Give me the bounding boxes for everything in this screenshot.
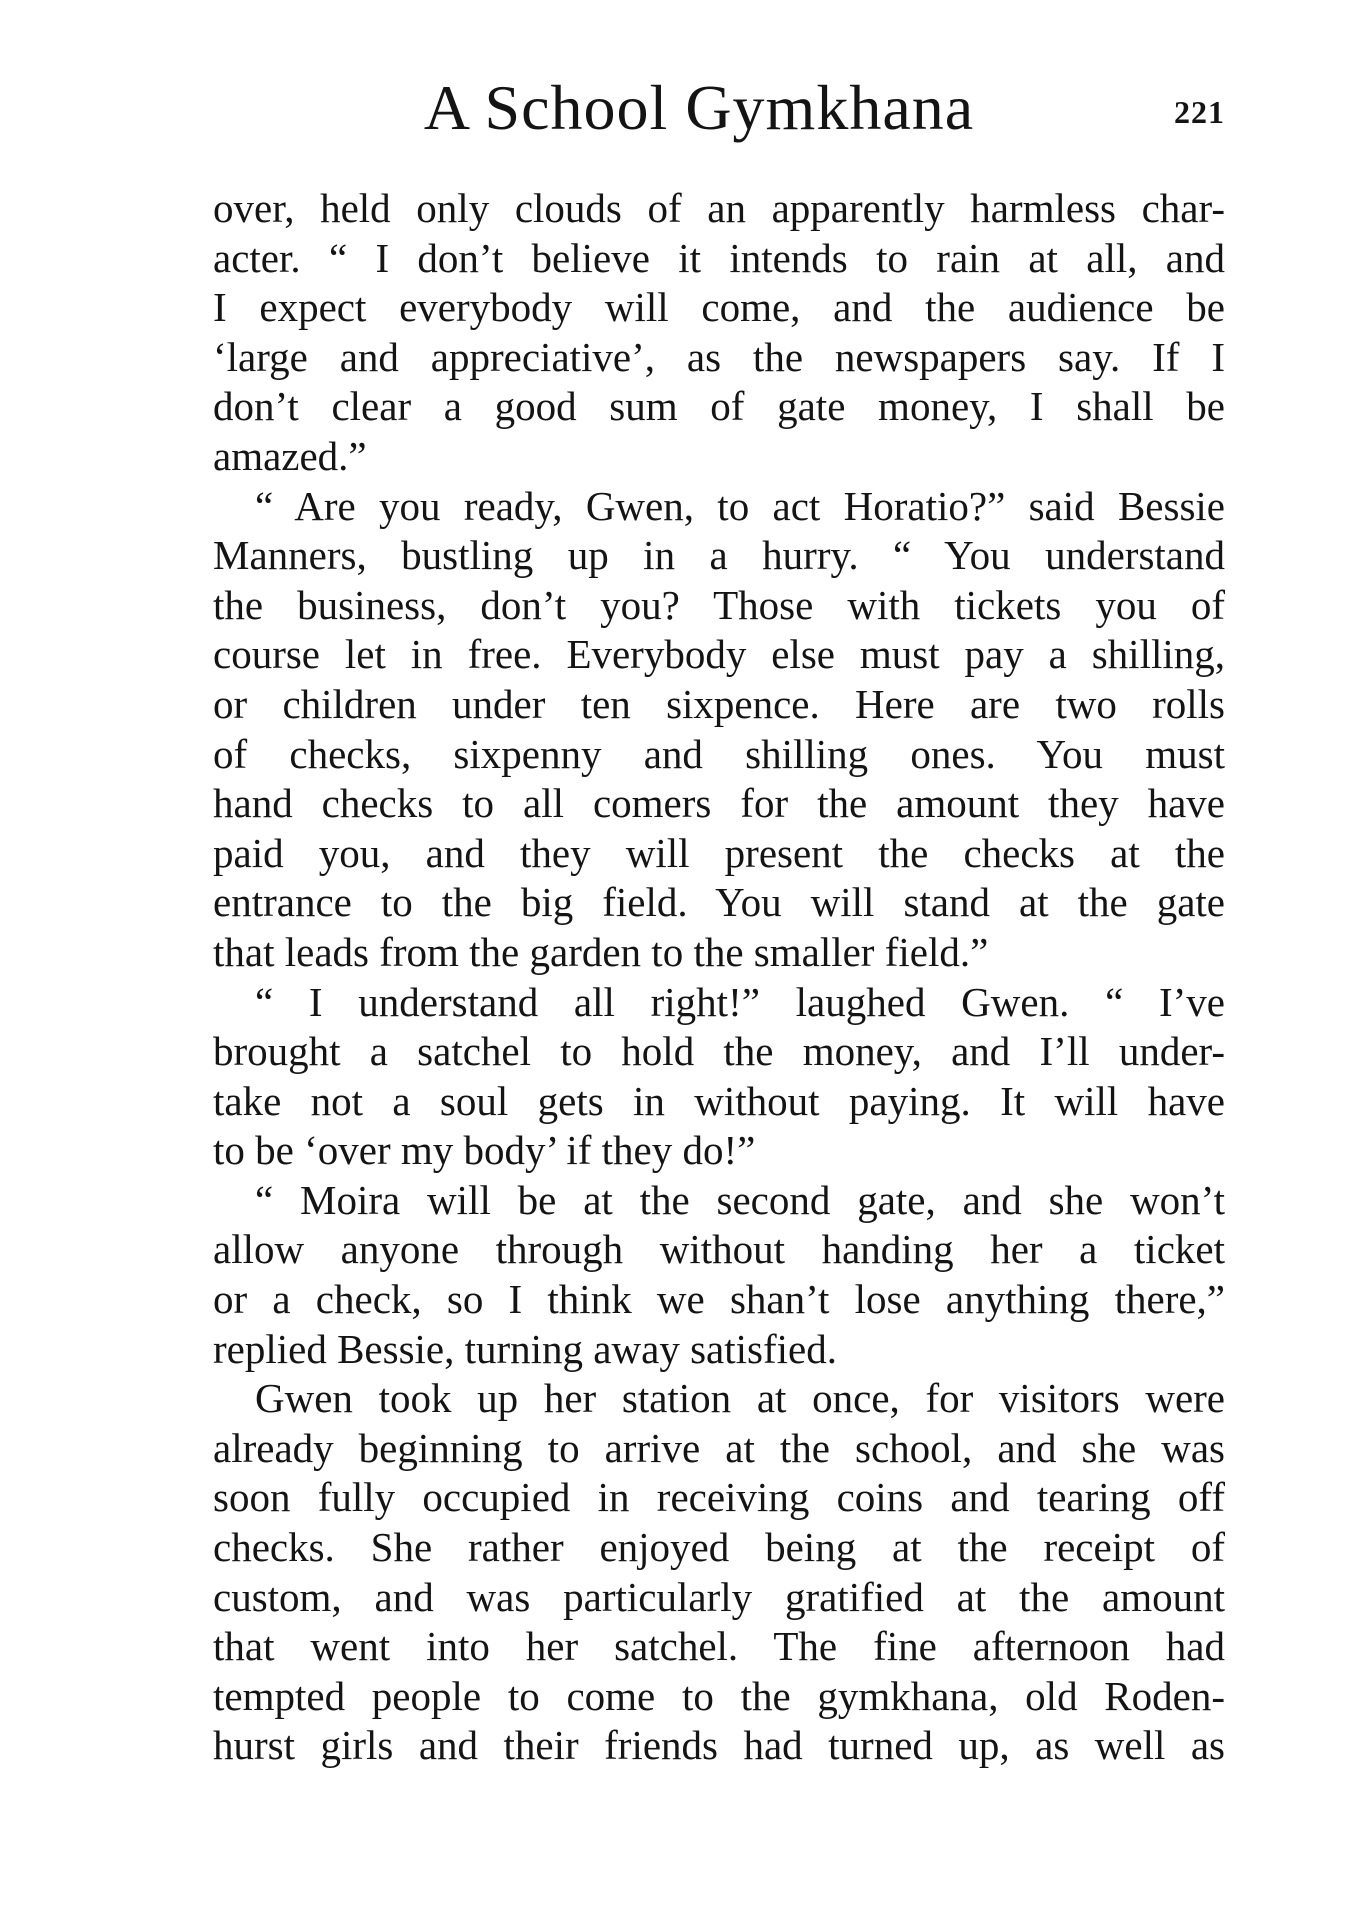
text-line: take not a soul gets in without paying. It will have bbox=[213, 1077, 1225, 1124]
running-title: A School Gymkhana bbox=[423, 72, 975, 143]
text-line: the business, don’t you? Those with tickets you of bbox=[213, 581, 1225, 628]
text-line: entrance to the big field. You will stand at the gate bbox=[213, 879, 1225, 926]
text-line: or children under ten sixpence. Here are two rolls bbox=[213, 680, 1225, 727]
text-line: of checks, sixpenny and shilling ones. You must bbox=[213, 730, 1225, 777]
text-line: tempted people to come to the gymkhana, old Roden- bbox=[213, 1672, 1225, 1719]
text-line: already beginning to arrive at the school, and she was bbox=[213, 1424, 1225, 1471]
text-line: amazed.” bbox=[213, 432, 367, 479]
text-line: “ Moira will be at the second gate, and she won’t bbox=[255, 1176, 1225, 1223]
text-line: hurst girls and their friends had turned up, as well as bbox=[213, 1722, 1225, 1769]
running-head bbox=[213, 68, 1225, 148]
text-line: paid you, and they will present the checks at the bbox=[213, 829, 1225, 876]
text-line: don’t clear a good sum of gate money, I shall be bbox=[213, 383, 1225, 430]
text-line: “ Are you ready, Gwen, to act Horatio?” said Bessie bbox=[255, 482, 1225, 529]
text-line: to be ‘over my body’ if they do!” bbox=[213, 1127, 756, 1174]
text-line: checks. She rather enjoyed being at the receipt of bbox=[213, 1524, 1225, 1571]
text-line: Manners, bustling up in a hurry. “ You understand bbox=[213, 532, 1225, 579]
text-line: Gwen took up her station at once, for visitors were bbox=[255, 1375, 1225, 1422]
text-line: course let in free. Everybody else must pay a shilling, bbox=[213, 631, 1225, 678]
text-line: allow anyone through without handing her a ticket bbox=[213, 1226, 1225, 1273]
text-line: hand checks to all comers for the amount they have bbox=[213, 780, 1225, 827]
text-line: brought a satchel to hold the money, and I’ll under- bbox=[213, 1028, 1225, 1075]
text-line: that went into her satchel. The fine afternoon had bbox=[213, 1623, 1225, 1670]
text-line: over, held only clouds of an apparently harmless char- bbox=[213, 185, 1225, 231]
text-line: ‘large and appreciative’, as the newspapers say. If I bbox=[213, 333, 1225, 380]
text-line: acter. “ I don’t believe it intends to rain at all, and bbox=[213, 234, 1225, 281]
page-number: 221 bbox=[1174, 94, 1225, 130]
text-line: replied Bessie, turning away satisfied. bbox=[213, 1325, 837, 1372]
text-line: or a check, so I think we shan’t lose anything there,” bbox=[213, 1276, 1225, 1323]
text-line: soon fully occupied in receiving coins and tearing off bbox=[213, 1474, 1225, 1521]
body-text bbox=[213, 184, 1225, 1771]
text-line: custom, and was particularly gratified at the amount bbox=[213, 1573, 1225, 1620]
text-line: “ I understand all right!” laughed Gwen. “ I’ve bbox=[255, 978, 1225, 1025]
text-line: that leads from the garden to the smaller field.” bbox=[213, 928, 989, 975]
text-line: I expect everybody will come, and the audience be bbox=[213, 284, 1225, 331]
